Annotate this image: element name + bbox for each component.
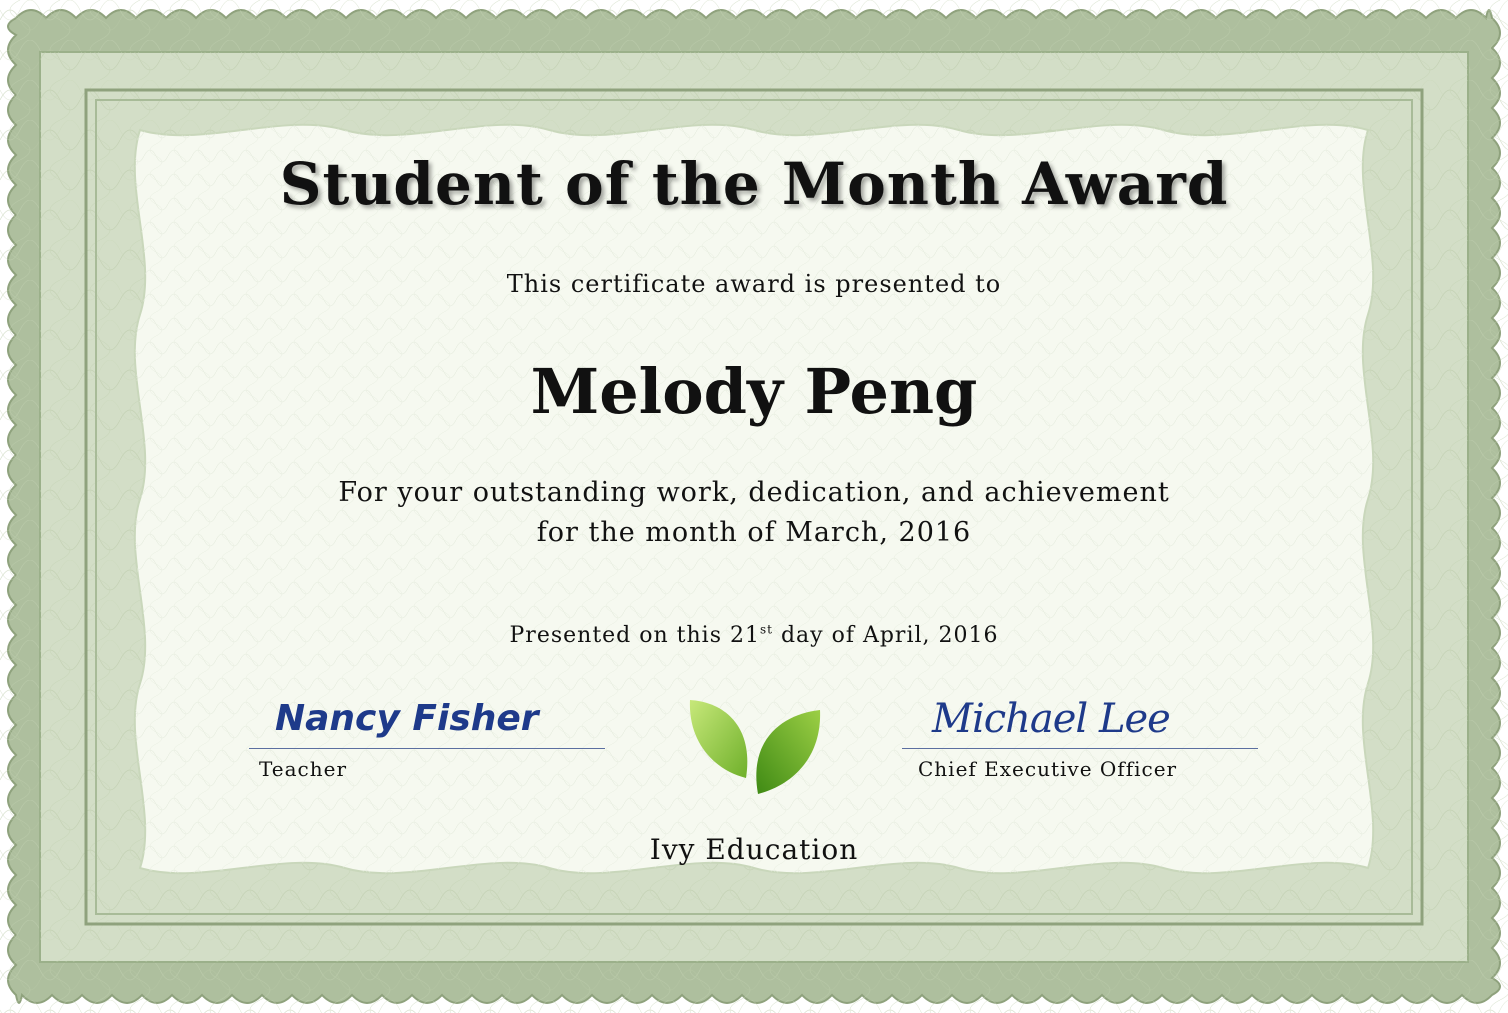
- presentation-date-ordinal: st: [759, 622, 773, 637]
- leaf-logo-icon: [684, 696, 824, 796]
- signature-title-ceo: Chief Executive Officer: [918, 757, 1178, 781]
- signature-ceo: Michael Lee: [932, 696, 1170, 742]
- award-reason: [0, 473, 1508, 553]
- award-reason-line-2: for the month of March, 2016: [536, 517, 972, 548]
- presentation-intro: This certificate award is presented to: [506, 270, 1002, 298]
- presentation-date-suffix: day of April, 2016: [772, 623, 999, 648]
- signature-title-teacher: Teacher: [259, 757, 348, 781]
- leaf-right-shape: [756, 710, 820, 794]
- award-reason-line-1: For your outstanding work, dedication, and achievement: [338, 477, 1170, 508]
- signature-block-ceo: [902, 690, 1258, 781]
- organization-name: Ivy Education: [649, 833, 859, 866]
- signature-teacher: Nancy Fisher: [275, 698, 539, 739]
- presentation-date: [0, 623, 1508, 648]
- leaf-left-shape: [690, 700, 747, 778]
- certificate-title: Student of the Month Award: [279, 150, 1229, 218]
- signature-block-teacher: [249, 690, 605, 781]
- presentation-date-prefix: Presented on this 21: [509, 623, 760, 648]
- recipient-name: Melody Peng: [530, 355, 978, 428]
